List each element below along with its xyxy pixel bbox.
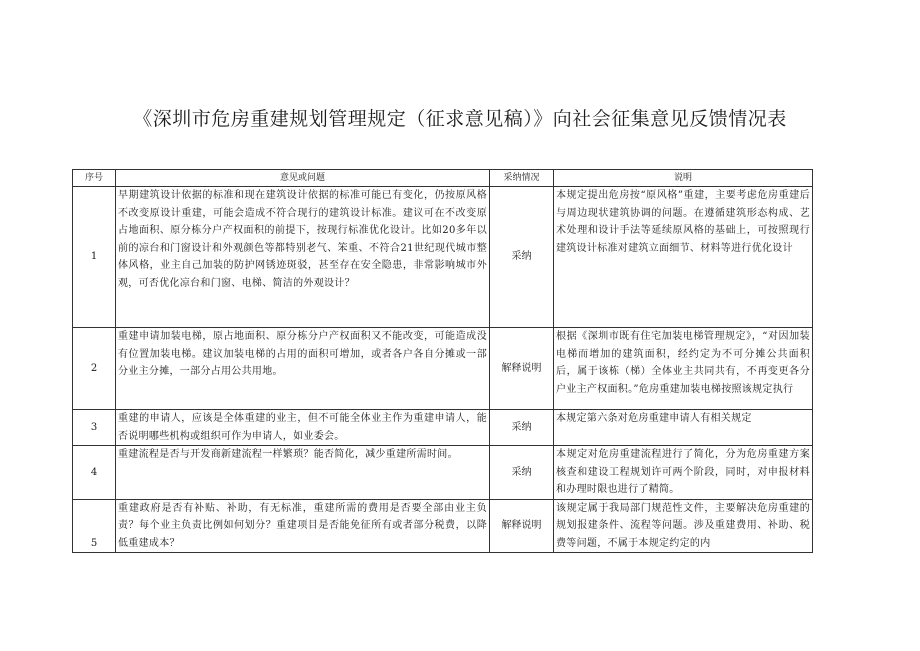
status-cell: 采纳 [490,187,554,328]
table-row [73,446,813,500]
note-cell: 根据《深圳市既有住宅加装电梯管理规定》，“对因加装电梯而增加的建筑面积，经约定为不可分摊公共面积后，属于该栋（梯）全体业主共同共有，不再变更各分户业主产权面积。”危房重建加装电梯按照该规定执行 [554,328,813,410]
row-number: 5 [73,499,116,553]
status-cell: 解释说明 [490,499,554,553]
issue-cell: 重建的申请人，应该是全体重建的业主，但不可能全体业主作为重建申请人，能否说明哪些机构或组织可作为申请人，如业委会。 [116,410,490,446]
table-row [73,499,813,553]
table-row [73,187,813,328]
issue-cell: 早期建筑设计依据的标准和现在建筑设计依据的标准可能已有变化，仍按原风格不改变原设计重建，可能会造成不符合现行的建筑设计标准。建议可在不改变原占地面积、原分栋分户产权面积的前提下，按现行标准优化设计。比如20多年以前的凉台和门窗设计和外观颜色等都特别老气、笨重、不符合21世纪现代城市整体风格，业主自己加装的防护网锈迹斑驳，甚至存在安全隐患，非常影响城市外观，可否优化凉台和门窗、电梯、简洁的外观设计？ [116,187,490,328]
status-cell: 解释说明 [490,328,554,410]
table-row [73,410,813,446]
note-cell: 该规定属于我局部门规范性文件，主要解决危房重建的规划报建条件、流程等问题。涉及重建费用、补助、税费等问题，不属于本规定约定的内 [554,499,813,553]
table-row [73,328,813,410]
header-number: 序号 [73,170,116,187]
status-cell: 采纳 [490,410,554,446]
feedback-table [72,169,813,553]
document-title: 《深圳市危房重建规划管理规定（征求意见稿）》向社会征集意见反馈情况表 [133,108,787,130]
issue-cell: 重建申请加装电梯，原占地面积、原分栋分户产权面积又不能改变，可能造成没有位置加装电梯。建议加装电梯的占用的面积可增加，或者各户各自分摊或一部分业主分摊，一部分占用公共用地。 [116,328,490,410]
row-number: 4 [73,446,116,500]
row-number: 3 [73,410,116,446]
status-cell: 采纳 [490,446,554,500]
note-cell: 本规定对危房重建流程进行了简化，分为危房重建方案核查和建设工程规划许可两个阶段，同时，对申报材料和办理时限也进行了精简。 [554,446,813,500]
row-number: 2 [73,328,116,410]
issue-cell: 重建流程是否与开发商新建流程一样繁琐？能否简化，减少重建所需时间。 [116,446,490,500]
header-status: 采纳情况 [490,170,554,187]
header-note: 说明 [554,170,813,187]
issue-cell: 重建政府是否有补贴、补助，有无标准，重建所需的费用是否要全部由业主负责？每个业主负责比例如何划分？重建项目是否能免征所有或者部分税费，以降低重建成本？ [116,499,490,553]
row-number: 1 [73,187,116,328]
header-issue: 意见或问题 [116,170,490,187]
note-cell: 本规定提出危房按“原风格”重建，主要考虑危房重建后与周边现状建筑协调的问题。在遵循建筑形态构成、艺术处理和设计手法等延续原风格的基础上，可按照现行建筑设计标准对建筑立面细节、材料等进行优化设计 [554,187,813,328]
note-cell: 本规定第六条对危房重建申请人有相关规定 [554,410,813,446]
table-header-row [73,170,813,187]
